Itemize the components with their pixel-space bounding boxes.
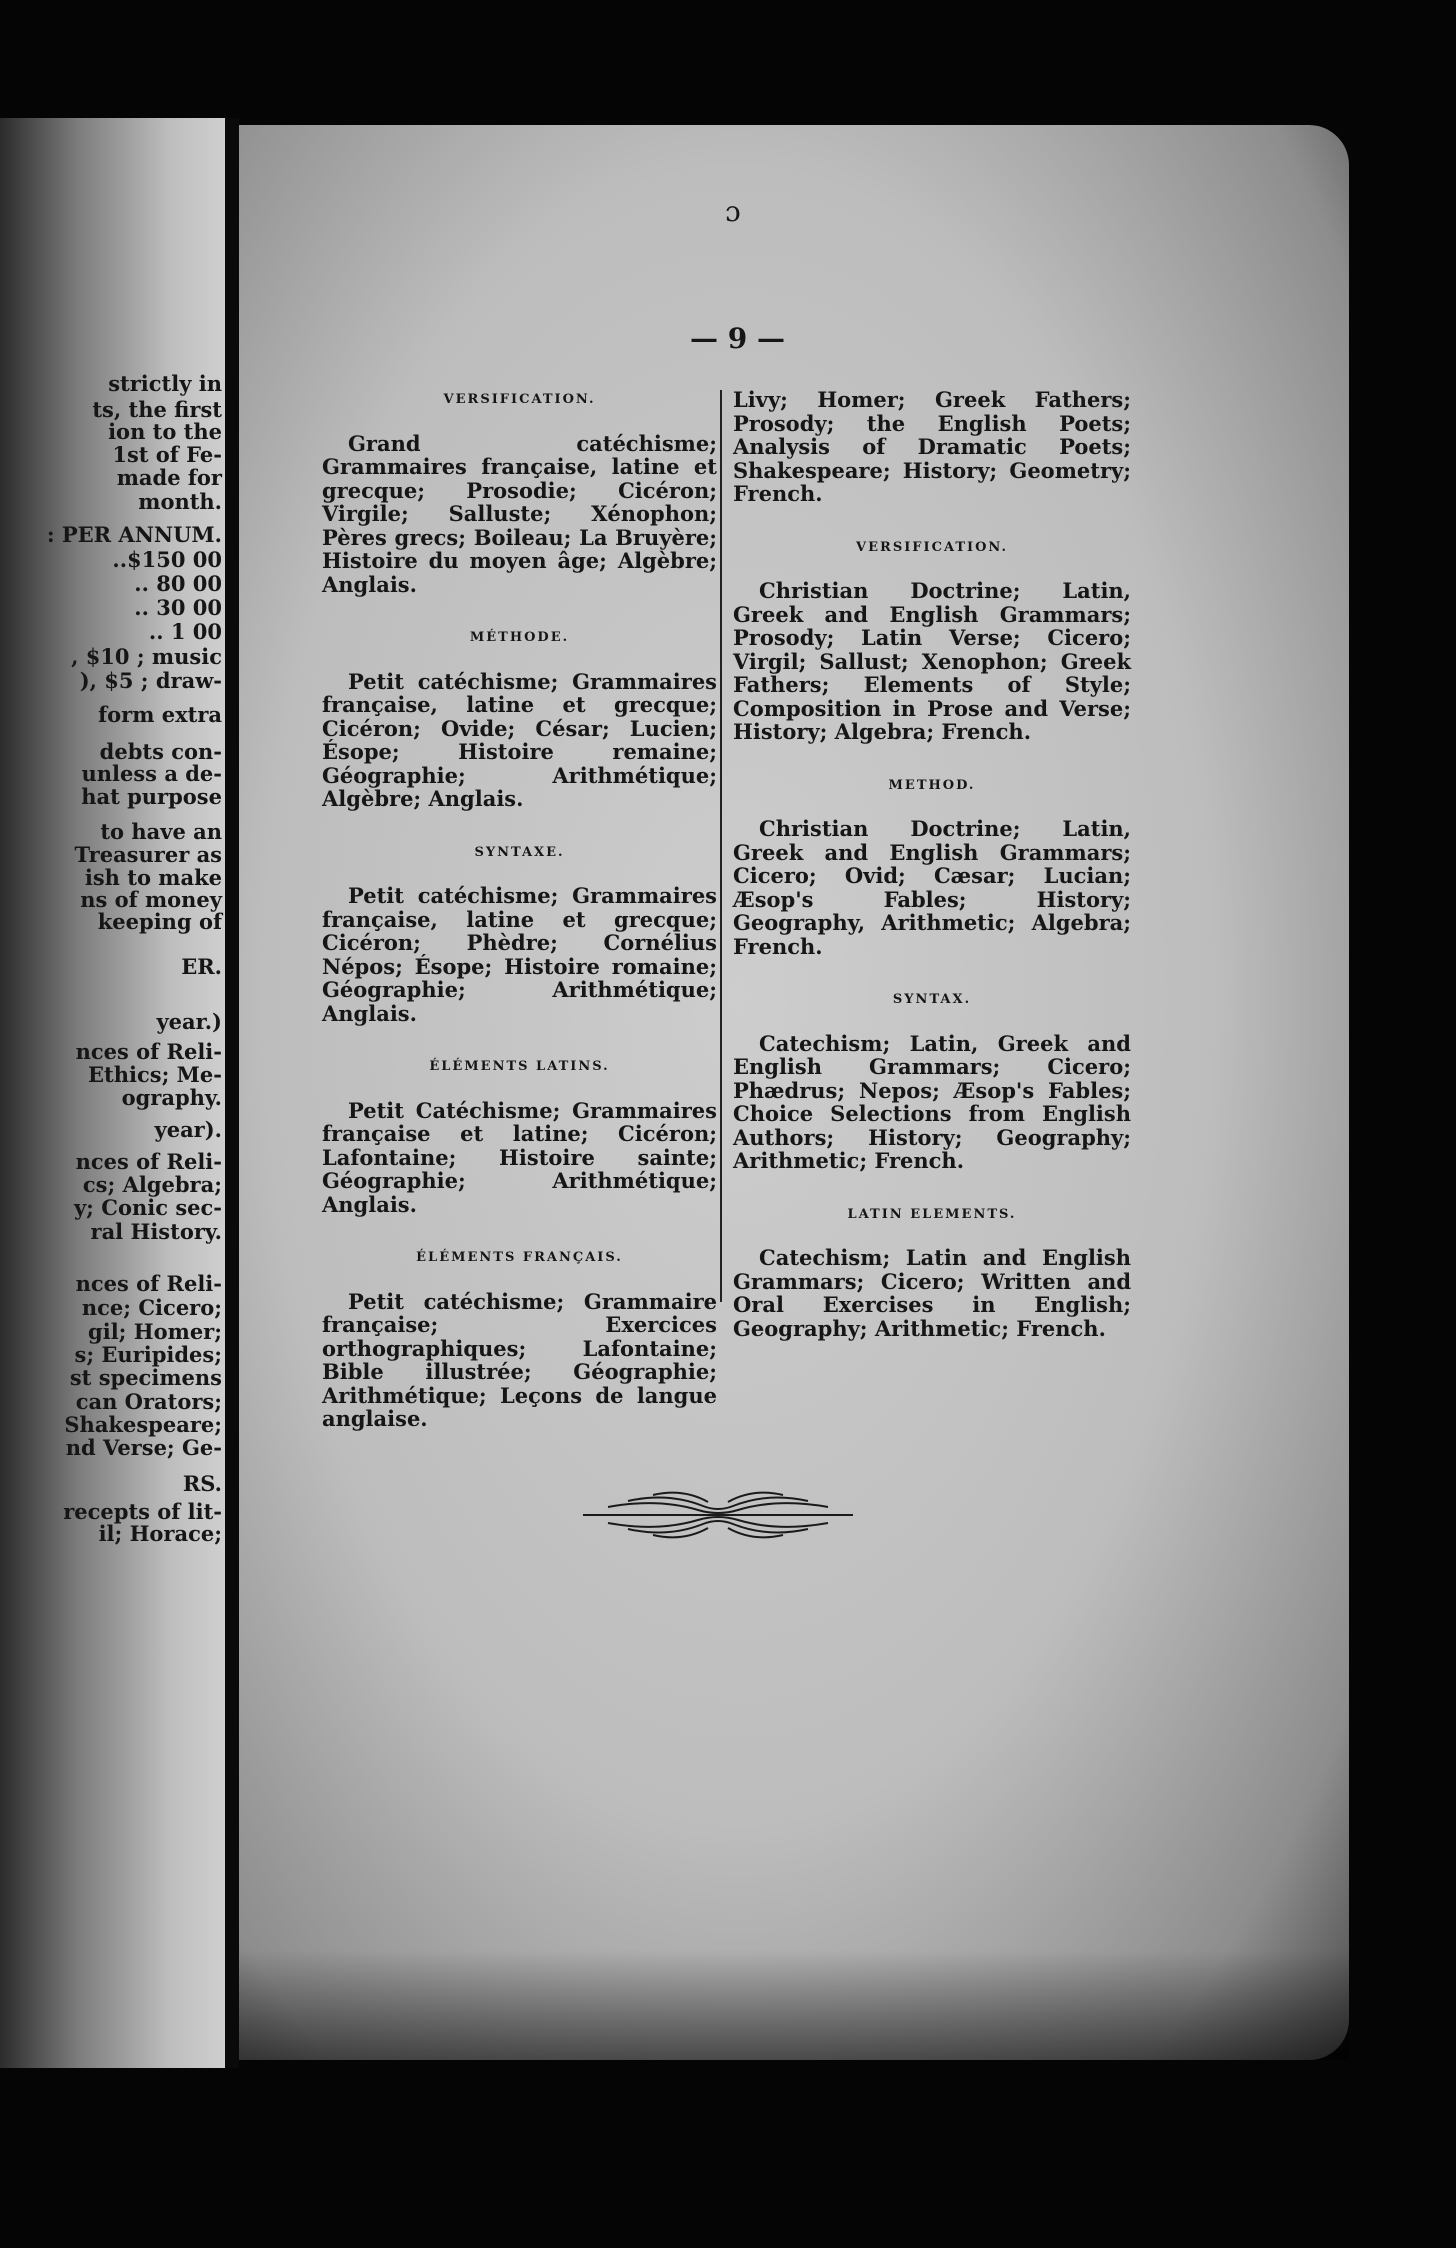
fragment-line: ral History. [90,1219,222,1244]
section-heading: ÉLÉMENTS LATINS. [429,1059,610,1074]
fragment-line: y; Conic sec- [73,1195,222,1220]
section-heading: SYNTAXE. [474,844,565,860]
fragment-line: ns of money [80,887,222,912]
fragment-line: gil; Homer; [88,1319,222,1344]
fragment-line: ish to make [84,865,222,890]
fragment-line: .. 80 00 [134,571,222,596]
fragment-line: nces of Reli- [75,1271,222,1296]
fragment-line: s; Euripides; [74,1342,222,1367]
left-column [322,388,717,1461]
fragment-line: to have an [100,819,222,844]
fragment-line: year.) [156,1009,222,1034]
book-gutter [225,118,239,2068]
page-shadow [239,1950,1349,2060]
section-heading: VERSIFICATION. [856,539,1008,555]
fragment-line: RS. [182,1471,222,1496]
section-heading: METHOD. [888,777,976,793]
section-text: Christian Doctrine; Latin, Greek and English Grammars; Prosody; Latin Verse; Cicero; Virgil; Sallust; Xenophon; Greek Fathers; Elements of Style; Composition in Prose and Verse; History; Algebra; French. [733,578,1131,744]
fragment-line: month. [138,489,222,514]
fragment-line: , $10 ; music [71,644,222,669]
section-text: Catechism; Latin and English Grammars; Cicero; Written and Oral Exercises in English; Geography; Arithmetic; French. [733,1245,1131,1341]
section-text: Petit catéchisme; Grammaires française, latine et grecque; Cicéron; Phèdre; Cornélius Népos; Ésope; Histoire romaine; Géographie; Arithmétique; Anglais. [322,883,717,1026]
fragment-line: Ethics; Me- [88,1062,222,1087]
section-text: Petit catéchisme; Grammaires française, latine et grecque; Cicéron; Ovide; César; Lucien; Ésope; Histoire remaine; Géographie; Arithmétique; Algèbre; Anglais. [322,668,717,811]
section-text: Grand catéchisme; Grammaires française, latine et grecque; Prosodie; Cicéron; Virgile; Salluste; Xénophon; Pères grecs; Boileau; La Bruyère; Histoire du moyen âge; Algèbre; Anglais. [322,430,717,597]
column-divider [720,390,722,1302]
fragment-line: Shakespeare; [64,1412,222,1437]
fragment-line: hat purpose [81,784,222,809]
page-number: — 9 — [690,322,785,355]
section-heading: ÉLÉMENTS FRANÇAIS. [416,1250,623,1265]
fragment-line: ts, the first [92,397,222,422]
fragment-line: strictly in [108,371,222,396]
section-text: Livy; Homer; Greek Fathers; Prosody; the English Poets; Analysis of Dramatic Poets; Shakespeare; History; Geometry; French. [733,387,1131,506]
fragment-line: il; Horace; [98,1521,222,1546]
fragment-line: keeping of [97,909,222,934]
fragment-line: nd Verse; Ge- [65,1435,222,1460]
fragment-line: Treasurer as [74,842,222,867]
fragment-line: ), $5 ; draw- [79,668,222,693]
section-text: Petit catéchisme; Grammaire française; Exercices orthographiques; Lafontaine; Bible illustrée; Géographie; Arithmétique; Leçons de langue anglaise. [322,1288,717,1431]
fragment-line: ..$150 00 [112,547,222,572]
fragment-line: nce; Cicero; [81,1295,222,1320]
fragment-line: ion to the [108,419,222,444]
fragment-line: made for [116,465,222,490]
decorative-rule [578,1480,858,1550]
fragment-line: .. 1 00 [148,619,222,644]
fragment-line: can Orators; [75,1389,222,1414]
fragment-line: : PER ANNUM. [46,522,222,547]
section-heading: LATIN ELEMENTS. [847,1206,1017,1222]
fragment-line: 1st of Fe- [112,442,222,467]
fragment-line: ER. [181,954,222,979]
section-text: Petit Catéchisme; Grammaires française et latine; Cicéron; Lafontaine; Histoire sainte; Géographie; Arithmétique; Anglais. [322,1097,717,1217]
fragment-line: nces of Reli- [75,1039,222,1064]
fragment-line: year). [154,1117,222,1142]
fragment-line: unless a de- [81,761,222,786]
section-text: Christian Doctrine; Latin, Greek and English Grammars; Cicero; Ovid; Cæsar; Lucian; Æsop's Fables; History; Geography, Arithmetic; Algebra; French. [733,816,1131,959]
page-mark: ɔ [725,195,741,228]
fragment-line: .. 30 00 [134,595,222,620]
fragment-line: nces of Reli- [75,1149,222,1174]
right-column [733,388,1131,1370]
fragment-line: cs; Algebra; [82,1172,222,1197]
section-text: Catechism; Latin, Greek and English Grammars; Cicero; Phædrus; Nepos; Æsop's Fables; Choice Selections from English Authors; History; Geography; Arithmetic; French. [733,1030,1131,1173]
fragment-line: recepts of lit- [63,1499,222,1524]
fragment-line: form extra [98,702,222,727]
section-heading: SYNTAX. [892,992,972,1007]
fragment-line: debts con- [99,739,222,764]
section-heading: VERSIFICATION. [443,392,596,407]
section-heading: MÉTHODE. [469,630,570,645]
fragment-line: st specimens [69,1365,222,1390]
fragment-line: ography. [121,1085,222,1110]
